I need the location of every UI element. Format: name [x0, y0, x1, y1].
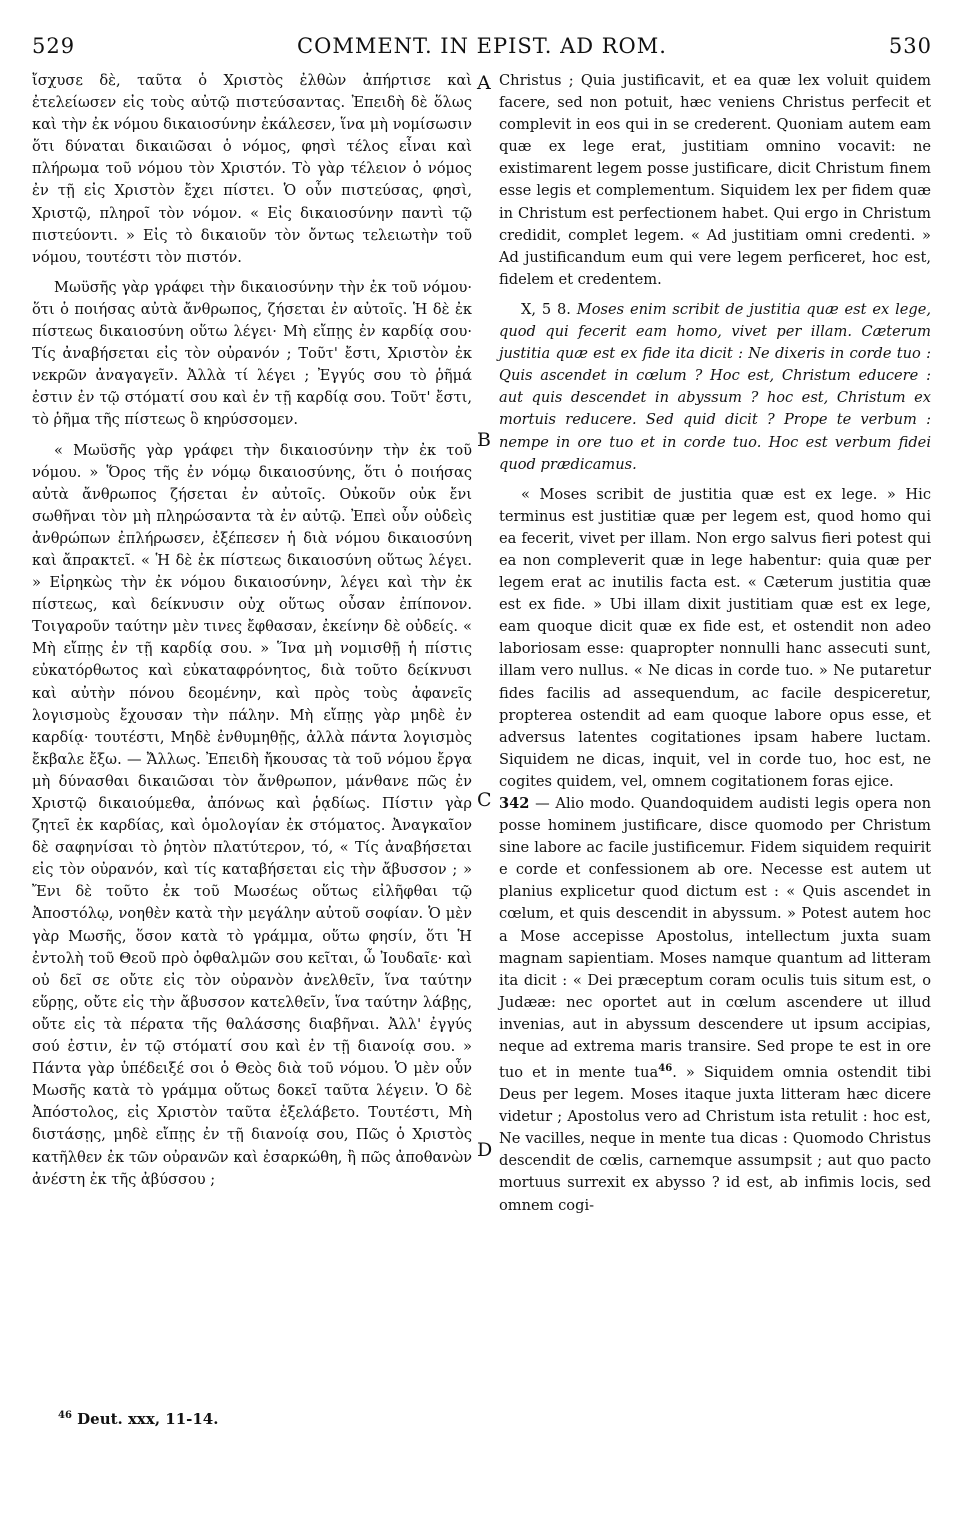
greek-paragraph: ἴσχυσε δὲ, ταῦτα ὁ Χριστὸς ἐλθὼν ἀπήρτισε καὶ ἐτελείωσεν εἰς τοὺς αὐτῷ πιστεύσαντας. Ἐπειδὴ δὲ ὅλως καὶ τὴν ἐκ νόμου δικαιοσύνην ἐκάλεσεν, ἵνα μὴ νομίσωσιν ὅτι δύναται δικαιῶσαι ὁ νόμος, φησὶ τέλος εἶναι καὶ πλήρωμα τοῦ νόμου τὸν Χριστόν. Τὸ γὰρ τέλειον ὁ νόμος ἐν τῇ εἰς Χριστὸν ἔχει πίστει. Ὁ οὖν πιστεύσας, φησὶ, Χριστῷ, πληροῖ τὸν νόμον. « Εἰς δικαιοσύνην παντὶ τῷ πιστεύοντι. » Εἰς τὸ δικαιοῦν τὸν ὄντως τελειωτὴν τοῦ νόμου, τουτέστι τὸν πιστόν. [32, 72, 472, 266]
scripture-reference: X, 5 8. [521, 300, 571, 318]
footnote [58, 1410, 218, 1428]
latin-paragraph: Christus ; Quia justificavit, et ea quæ lex voluit quidem facere, sed non potuit, hæc veniens Christus perfecit et complevit in eos qui in se crederent. Quoniam autem eam quæ ex lege erat, justitiam omnino vocavit: ne existimarent legem posse justificare, dicit Christum finem esse legis et complementum. Siquidem lex per fidem quæ in Christum est perfectionem habet. Qui ergo in Christum credidit, complet legem. « Ad justitiam omni credenti. » Ad justificandum eum qui vere legem perficeret, hoc est, fidelem et credentem. [499, 72, 931, 288]
page-number-right: 530 [888, 34, 932, 58]
footnote-text: Deut. xxx, 11-14. [77, 1410, 219, 1428]
commentary-text: — Alio modo. Quandoquidem audisti legis opera non posse hominem justificare, disce quomodo per Christum sine labore ac facile justificemur. Fidem siquidem requirit e corde et confessionem ab ore. Necesse est autem ut planius explicetur quod dictum est : « Quis ascendet in cœlum, et quis descendit in abyssum. » Potest autem hoc a Mose accepisse Apostolus, intellectum juxta suam magnam sapientiam. Moses namque quantum ad litteram ita dicit : « Dei præceptum coram oculis tuis situm est, o Judææ: nec oportet aut in cœlum ascendere ut illud invenias, aut in abyssum descendere ut ipsum accipias, neque ad extrema maris transire. Sed prope te est in ore tuo et in mente tua [499, 795, 931, 1081]
footnote-mark: 46 [58, 1410, 72, 1421]
margin-letter-a: A [477, 72, 491, 94]
section-number: 342 [499, 795, 530, 812]
latin-scripture-paragraph [499, 299, 931, 476]
footnote-reference[interactable]: 46 [658, 1063, 673, 1075]
greek-paragraph: Μωϋσῆς γὰρ γράφει τὴν δικαιοσύνην τὴν ἐκ τοῦ νόμου· ὅτι ὁ ποιήσας αὐτὰ ἄνθρωπος, ζήσεται ἐν αὐτοῖς. Ἡ δὲ ἐκ πίστεως δικαιοσύνη οὕτω λέγει· Μὴ εἴπῃς ἐν καρδίᾳ σου· Τίς ἀναβήσεται εἰς τὸν οὐρανόν ; Τοῦτ' ἔστι, Χριστὸν ἐκ νεκρῶν ἀναγαγεῖν. Ἀλλὰ τί λέγει ; Ἐγγύς σου τὸ ῥῆμά ἐστιν ἐν τῷ στόματί σου καὶ ἐν τῇ καρδίᾳ σου. Τοῦτ' ἔστι, τὸ ῥῆμα τῆς πίστεως ὃ κηρύσσομεν. [32, 278, 472, 429]
margin-letter-d: D [477, 1139, 493, 1161]
margin-letter-b: B [477, 429, 491, 451]
latin-column [499, 70, 931, 1217]
greek-paragraph: « Μωϋσῆς γὰρ γράφει τὴν δικαιοσύνην τὴν ἐκ τοῦ νόμου. » Ὅρος τῆς ἐν νόμῳ δικαιοσύνης, ὅτι ὁ ποιήσας αὐτὰ ἄνθρωπος ζήσεται ἐν αὐτοῖς. Οὐκοῦν οὐκ ἔνι σωθῆναι τὸν μὴ πληρώσαντα τὰ ἐν αὐτῷ. Ἐπεὶ οὖν οὐδεὶς ἀνθρώπων ἐπλήρωσεν, ἐξέπεσεν ἡ διὰ νόμου δικαιοσύνη καὶ ἄπρακτεῖ. « Ἡ δὲ ἐκ πίστεως δικαιοσύνη οὕτως λέγει. » Εἰρηκὼς τὴν ἐκ νόμου δικαιοσύνην, λέγει καὶ τὴν ἐκ πίστεως, καὶ δείκνυσιν οὐχ οὕτως οὖσαν ἐπίπονον. Τοιγαροῦν ταύτην μὲν τινες ἔφθασαν, ἐκείνην δὲ οὐδείς. « Μὴ εἴπῃς ἐν τῇ καρδίᾳ σου. » Ἵνα μὴ νομισθῇ ἡ πίστις εὐκατόρθωτος καὶ εὐκαταφρόνητος, διὰ τοῦτο δείκνυσι καὶ αὐτὴν πόνου δεομένην, καὶ πρὸς τοὺς ἀφανεῖς λογισμοὺς ἔχουσαν τὴν πάλην. Μὴ εἴπῃς γὰρ μηδὲ ἐν καρδίᾳ· τουτέστι, Μηδὲ ἐνθυμηθῇς, ἀλλὰ πάντα λογισμὸς ἔκβαλε ἔξω. — Ἄλλως. Ἐπειδὴ ἤκουσας τὰ τοῦ νόμου ἔργα μὴ δύνασθαι δικαιῶσαι τὸν ἄνθρωπον, μάνθανε πῶς ἐν Χριστῷ δικαιούμεθα, ἀπόνως καὶ ῥᾳδίως. Πίστιν γὰρ ζητεῖ ἐκ καρδίας, καὶ ὁμολογίαν ἐκ στόματος. Ἀναγκαῖον δὲ σαφηνίσαι τὸ ῥητὸν πλατύτερον, τό, « Τίς ἀναβήσεται εἰς τὸν οὐρανόν, καὶ τίς καταβήσεται εἰς τὴν ἄβυσσον ; » Ἔνι δὲ τοῦτο ἐκ τοῦ Μωσέως οὕτως εἰλῆφθαι τῷ Ἀποστόλῳ, νοηθὲν κατὰ τὴν μεγάλην αὐτοῦ σοφίαν. Ὁ μὲν γὰρ Μωσῆς, ὅσον κατὰ τὸ γράμμα, οὕτω φησίν, ὅτι Ἡ ἐντολὴ τοῦ Θεοῦ πρὸ ὀφθαλμῶν σου κεῖται, ὦ Ἰουδαῖε· καὶ οὐ δεῖ σε οὔτε εἰς τὸν οὐρανὸν ἀνελθεῖν, ἵνα ταύτην εὕρῃς, οὔτε εἰς τὴν ἄβυσσον κατελθεῖν, ἵνα ταύτην λάβῃς, οὔτε εἰς τὰ πέρατα τῆς θαλάσσης διαβῆναι. Ἀλλ' ἐγγύς σού ἐστιν, ἐν τῷ στόματί σου καὶ ἐν τῇ διανοίᾳ σου. » Πάντα γὰρ ὑπέδειξέ σοι ὁ Θεὸς διὰ τοῦ νόμου. Ὁ μὲν οὖν Μωσῆς κατὰ τὸ γράμμα οὕτως δοκεῖ ταῦτα λέγειν. Ὁ δὲ Ἀπόστολος, εἰς Χριστὸν ταῦτα ἐξελάβετο. Τουτέστι, Μὴ διστάσῃς, μηδὲ εἴπῃς ἐν τῇ διανοίᾳ σου, Πῶς ὁ Χριστὸς κατῆλθεν ἐκ τῶν οὐρανῶν καὶ ἐσαρκώθη, ἢ πῶς ἀποθανὼν ἀνέστη ἐκ τῆς ἀβύσσου ; [32, 441, 472, 1188]
commentary-text: « Moses scribit de justitia quæ est ex lege. » Hic terminus est justitiæ quæ per legem est, quod homo qui ea fecerit, vivet per illam. Non ergo salvus fieri potest qui ea non compleverit quæ in lege habentur: quia quæ per legem erat ac inutilis facta est. « Cæterum justitia quæ est ex fide. » Ubi illam dixit justitiam quæ est ex lege, eam quoque dicit quæ ex fide est, et ostendit non adeo laboriosam esse: quapropter nonnulli hanc assecuti sunt, illam vero nullus. « Ne dicas in corde tuo. » Ne putaretur fides facilis ad assequendum, ac facile despiceretur, propterea ostendit ad eam quoque labore opus esse, et adversus latentes cogitationes ipsam habere luctam. Siquidem ne dicas, inquit, vel in corde tuo, hoc est, ne cogites quidem, vel, omnem cogitationem foras ejice. [499, 485, 931, 790]
scripture-text: Moses enim scribit de justitia quæ est ex lege, quod qui fecerit eam homo, vivet per illam. Cæterum justitia quæ est ex fide ita dicit : Ne dixeris in corde tuo : Quis ascendet in cœlum ? Hoc est, Christum educere : aut quis descendet in abyssum ? hoc est, Christum ex mortuis reducere. Sed quid dicit ? Prope te verbum : nempe in ore tuo et in corde tuo. Hoc est verbum fidei quod prædicamus. [499, 300, 932, 473]
margin-letter-c: C [477, 789, 492, 811]
running-title: COMMENT. IN EPIST. AD ROM. [297, 34, 667, 58]
greek-column [32, 70, 472, 1191]
page-number-left: 529 [32, 34, 76, 58]
running-header [32, 34, 932, 64]
commentary-text: . » Siquidem omnia ostendit tibi Deus per legem. Moses itaque juxta litteram hæc dicere videtur ; Apostolus vero ad Christum ista retulit : hoc est, Ne vacilles, neque in mente tua dicas : Quomodo Christus descendit de cœlis, carnemque assumpsit ; aut quo pacto mortuus surrexit ex abysso ? id est, ab infimis locis, sed omnem cogi- [499, 1063, 932, 1214]
latin-commentary-paragraph [499, 484, 931, 1217]
